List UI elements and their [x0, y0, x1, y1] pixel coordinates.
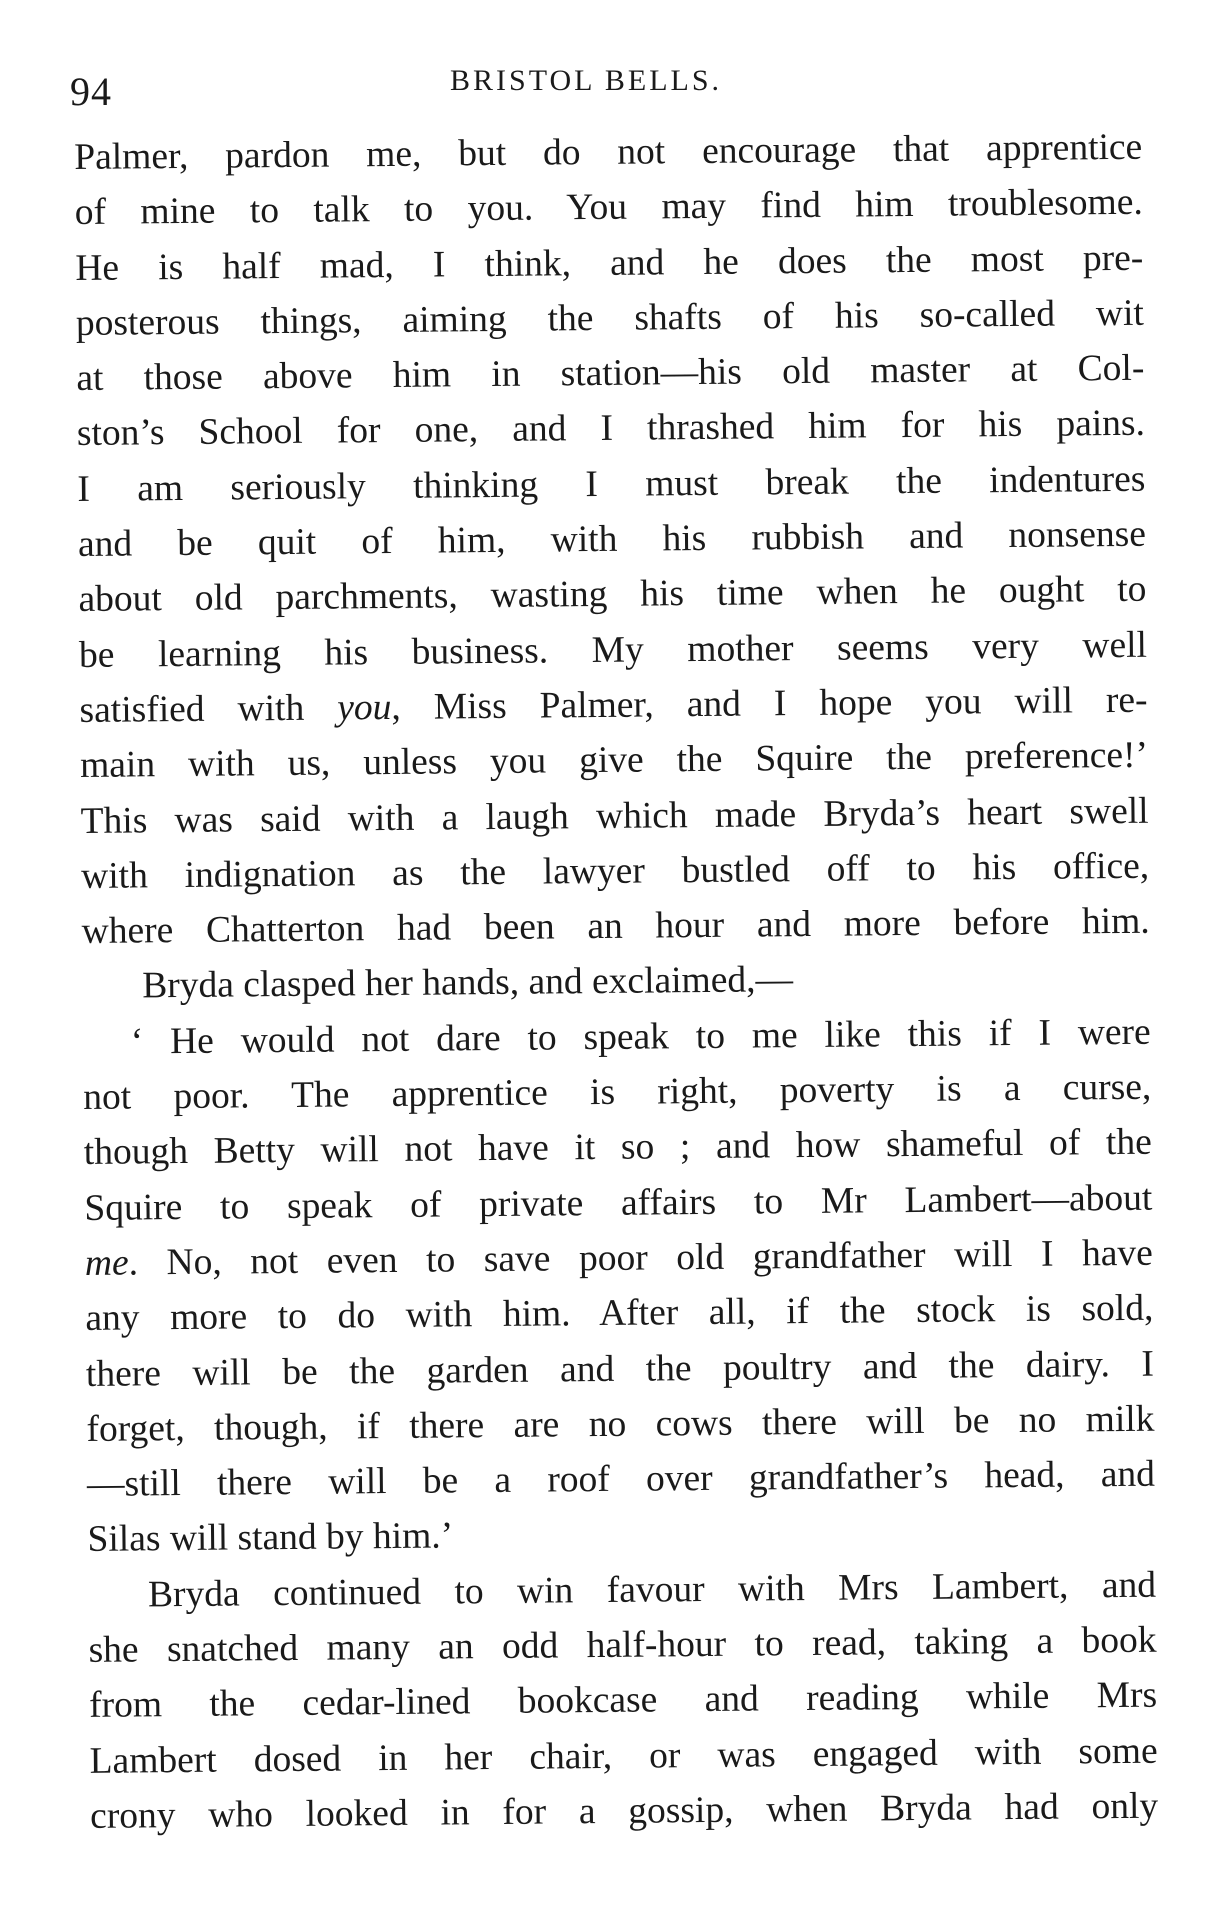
text-line: Palmer, pardon me, but do not encourage that apprentice — [74, 126, 1143, 178]
text-line: at those above him in station—his old master at Col- — [76, 347, 1145, 400]
text-line: crony who looked in for a gossip, when Bryda had only — [89, 1785, 1159, 1837]
text-line: Lambert dosed in her chair, or was engaged with some — [89, 1730, 1158, 1782]
text-line: Silas will stand by him.’ — [87, 1515, 454, 1561]
text-line: not poor. The apprentice is right, poverty is a curse, — [83, 1066, 1152, 1119]
text-line: about old parchments, wasting his time when he ought to — [78, 569, 1147, 621]
text-line: any more to do with him. After all, if the stock is sold, — [85, 1287, 1154, 1340]
italic-text: me — [84, 1242, 129, 1284]
text-line: forget, though, if there are no cows there will be no milk — [86, 1398, 1155, 1450]
text-line: of mine to talk to you. You may find him troublesome. — [74, 182, 1143, 234]
text-line: This was said with a laugh which made Bryda’s heart swell — [80, 790, 1149, 842]
text-line — [79, 673, 1147, 739]
text-line — [85, 1226, 1153, 1292]
text-line: though Betty will not have it so ; and how shameful of the — [83, 1122, 1152, 1174]
text-line: she snatched many an odd half-hour to read, taking a book — [88, 1619, 1157, 1671]
text-line: main with us, unless you give the Squire the preference!’ — [79, 734, 1149, 787]
text-line: Bryda clasped her hands, and exclaimed,— — [142, 959, 794, 1007]
text-line: I am seriously thinking I must break the indentures — [77, 458, 1146, 510]
text-line: Bryda continued to win favour with Mrs Lambert, and — [147, 1564, 1157, 1616]
text-line: where Chatterton had been an hour and more before him. — [81, 900, 1150, 953]
italic-text: you — [337, 686, 392, 729]
text-line: posterous things, aiming the shafts of his so-called wit — [75, 292, 1145, 344]
running-title: BRISTOL BELLS. — [450, 64, 723, 97]
text-line: from the cedar-lined bookcase and reading while Mrs — [88, 1674, 1158, 1727]
text-line: —still there will be a roof over grandfather’s head, and — [86, 1453, 1156, 1506]
body-text — [74, 120, 1158, 1844]
text-segment: , Miss Palmer, and I hope you will re- — [391, 679, 1148, 728]
text-line: He is half mad, I think, and he does the most pre- — [75, 237, 1144, 289]
text-line: ston’s School for one, and I thrashed him for his pains. — [76, 403, 1146, 455]
text-line: with indignation as the lawyer bustled off to his office, — [80, 845, 1150, 897]
text-line: and be quit of him, with his rubbish and nonsense — [77, 513, 1147, 566]
text-line: Squire to speak of private affairs to Mr Lambert—about — [84, 1177, 1153, 1229]
page-header — [70, 64, 1130, 114]
page-number: 94 — [70, 69, 112, 114]
text-line: ‘ He would not dare to speak to me like this if I were — [130, 1011, 1151, 1063]
text-segment: satisfied with — [79, 687, 338, 731]
text-line: be learning his business. My mother seems very well — [78, 624, 1148, 676]
text-line: there will be the garden and the poultry and the dairy. I — [85, 1343, 1155, 1395]
text-segment: . No, not even to save poor old grandfather will I have — [128, 1232, 1154, 1284]
